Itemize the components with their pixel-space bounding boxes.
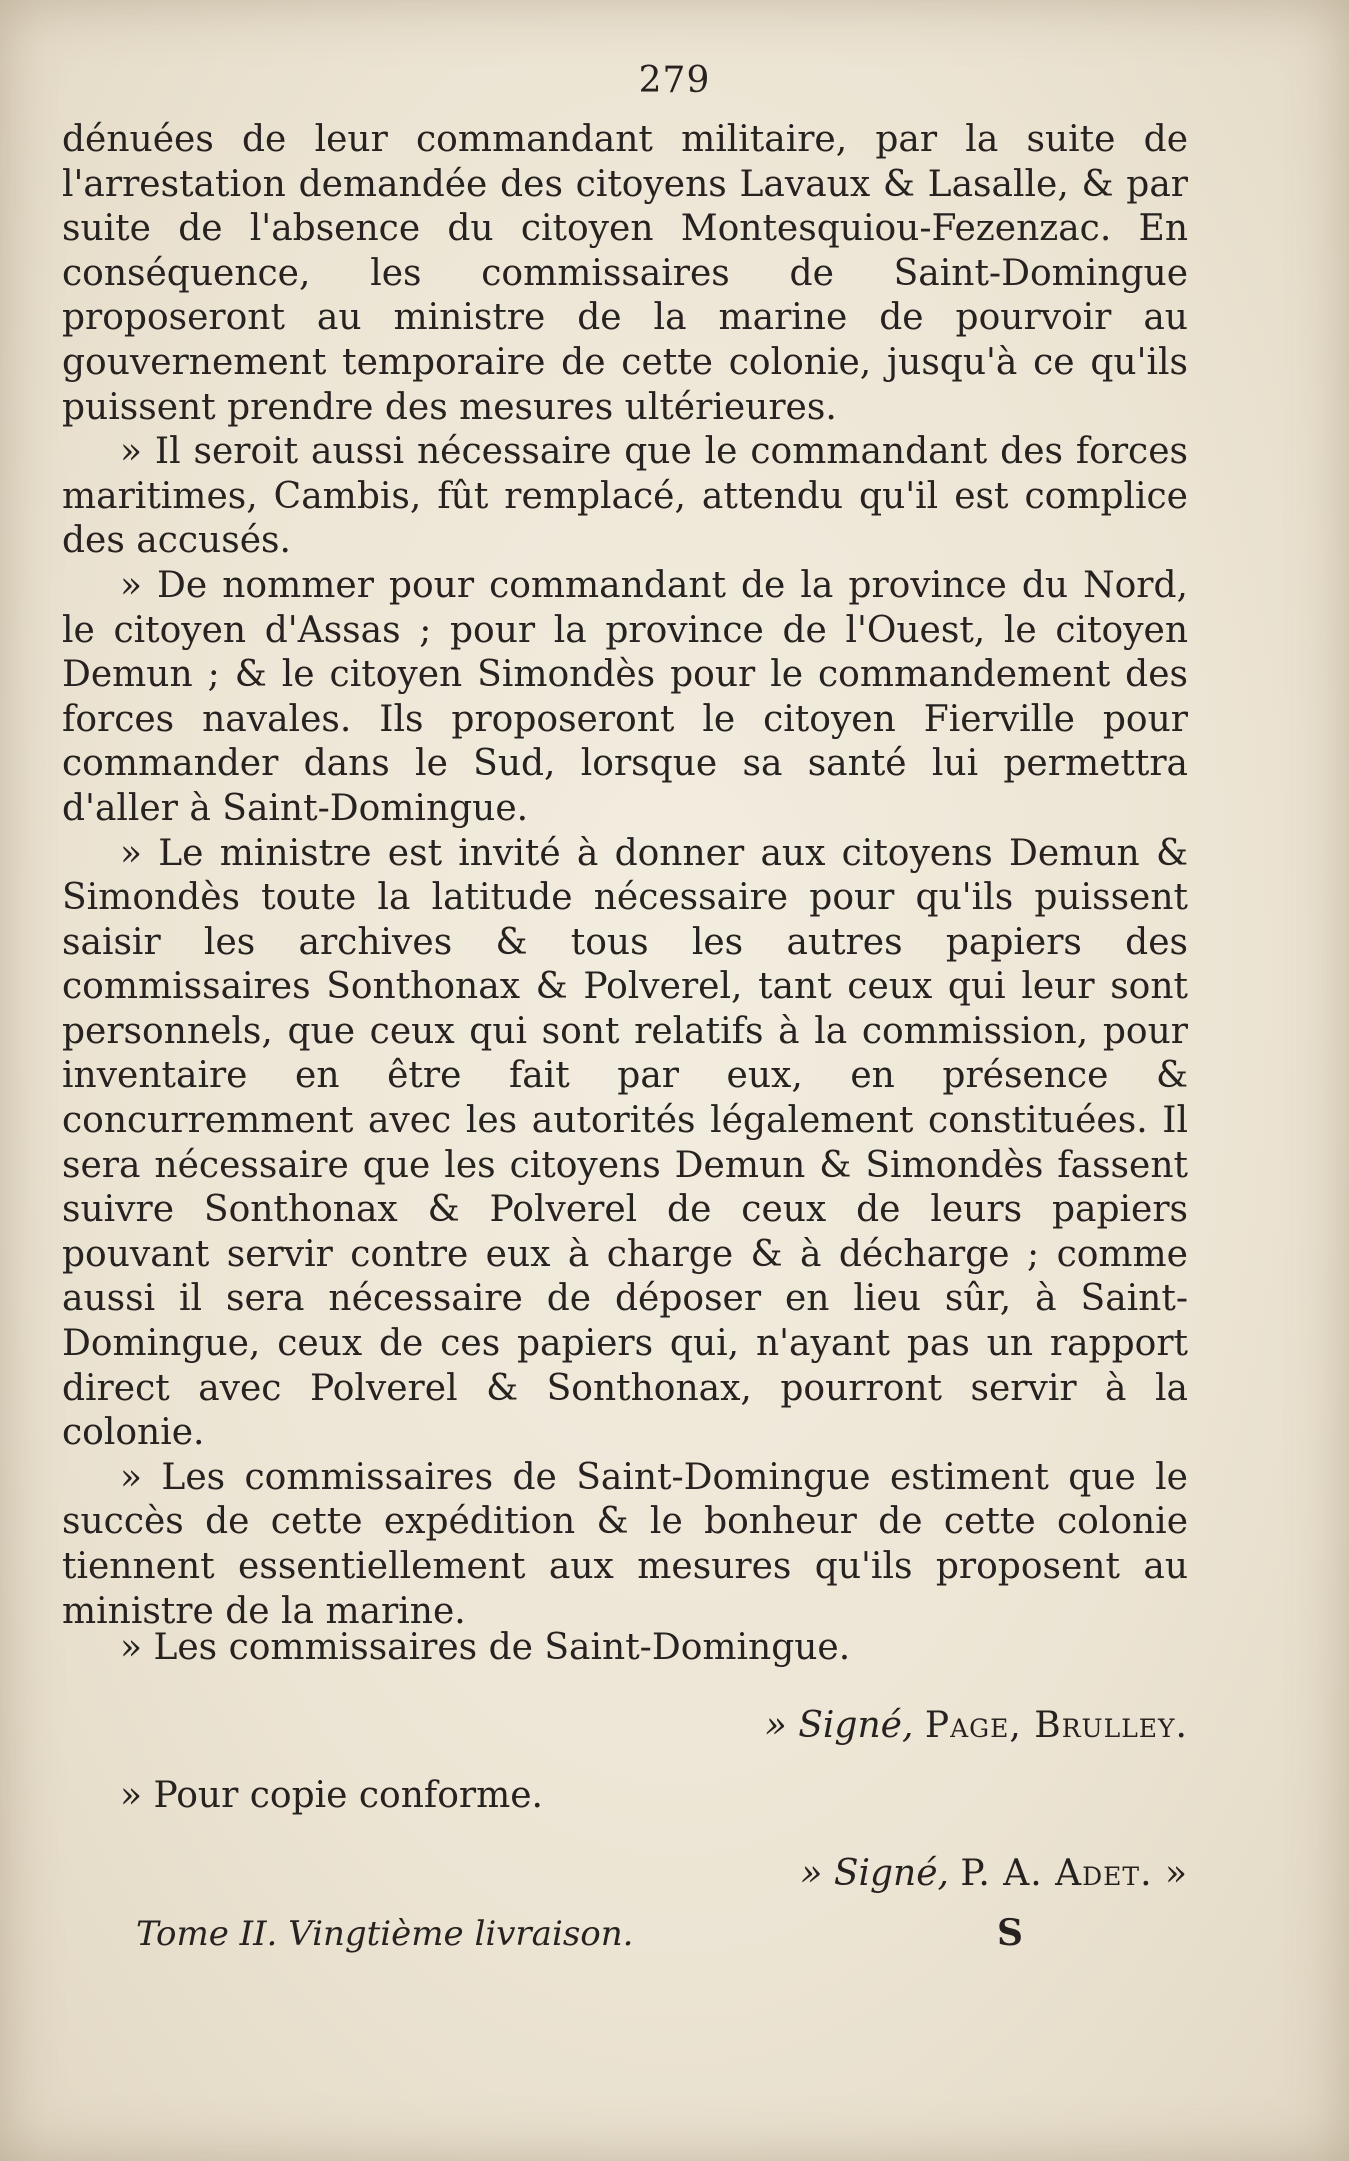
- closing-line: » Les commissaires de Saint-Domingue.: [120, 1627, 851, 1668]
- signature-line-1: [62, 1704, 1188, 1748]
- paragraph-3: » De nommer pour commandant de la province du Nord, le citoyen d'Assas ; pour la province de l'Ouest, le citoyen Demun ; & le citoyen Simondès pour le commandement des forces navales. Ils proposeront le citoyen Fierville pour commander dans le Sud, lorsque sa santé lui permettra d'aller à Saint-Domingue.: [62, 564, 1188, 829]
- paragraph-1: dénuées de leur commandant militaire, par la suite de l'arrestation demandée des citoyens Lavaux & Lasalle, & par suite de l'absence du citoyen Montesquiou-Fezenzac. En conséquence, les commissaires de Saint-Domingue proposeront au ministre de la marine de pourvoir au gouvernement temporaire de cette colonie, jusqu'à ce qu'ils puissent prendre des mesures ultérieures.: [62, 119, 1188, 428]
- signature-1-names: Page, Brulley.: [924, 1705, 1188, 1746]
- signature-1-prefix: » Signé,: [764, 1705, 914, 1746]
- paragraph-5: » Les commissaires de Saint-Domingue estiment que le succès de cette expédition & le bonheur de cette colonie tiennent essentiellement aux mesures qu'ils proposent au ministre de la marine.: [62, 1456, 1188, 1632]
- signature-2-names: P. A. Adet. »: [960, 1853, 1188, 1894]
- signature-line-2: [62, 1852, 1202, 1896]
- printer-signature-mark: S: [997, 1912, 1023, 1954]
- body-text: [62, 118, 1188, 1634]
- copy-line: » Pour copie conforme.: [120, 1775, 543, 1816]
- volume-footer: Tome II. Vingtième livraison.: [136, 1914, 634, 1954]
- page-number: 279: [638, 60, 711, 101]
- paragraph-4: » Le ministre est invité à donner aux citoyens Demun & Simondès toute la latitude nécessaire pour qu'ils puissent saisir les archives & tous les autres papiers des commissaires Sonthonax & Polverel, tant ceux qui leur sont personnels, que ceux qui sont relatifs à la commission, pour inventaire en être fait par eux, en présence & concurremment avec les autorités légalement constituées. Il sera nécessaire que les citoyens Demun & Simondès fassent suivre Sonthonax & Polverel de ceux de leurs papiers pouvant servir contre eux à charge & à décharge ; comme aussi il sera nécessaire de déposer en lieu sûr, à Saint-Domingue, ceux de ces papiers qui, n'ayant pas un rapport direct avec Polverel & Sonthonax, pourront servir à la colonie.: [62, 832, 1188, 1454]
- signature-2-prefix: » Signé,: [800, 1853, 949, 1894]
- paragraph-2: » Il seroit aussi nécessaire que le commandant des forces maritimes, Cambis, fût remplacé, attendu qu'il est complice des accusés.: [62, 431, 1188, 562]
